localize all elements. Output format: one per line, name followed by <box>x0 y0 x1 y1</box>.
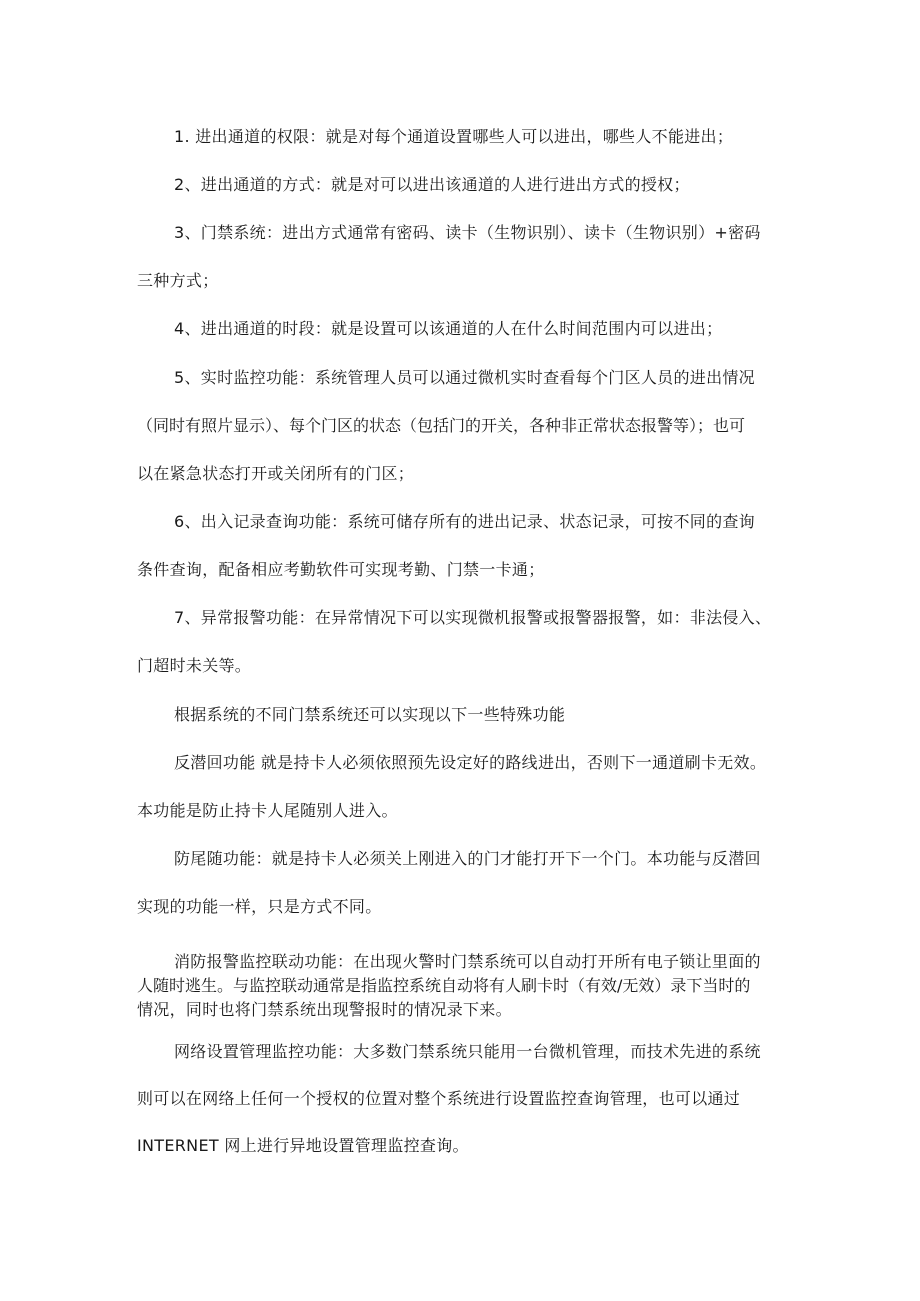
item-3-text: 3、门禁系统：进出方式通常有密码、读卡（生物识别）、读卡（生物识别）+密码 <box>174 223 761 242</box>
network-management-text-cont: 则可以在网络上任何一个授权的位置对整个系统进行设置监控查询管理，也可以通过 <box>137 1089 741 1108</box>
item-5-text-cont2: 以在紧急状态打开或关闭所有的门区； <box>137 464 415 483</box>
item-7-text: 7、异常报警功能：在异常情况下可以实现微机报警或报警器报警，如：非法侵入、 <box>174 608 772 627</box>
item-5-text: 5、实时监控功能：系统管理人员可以通过微机实时查看每个门区人员的进出情况 <box>174 368 755 387</box>
item-2-text: 2、进出通道的方式：就是对可以进出该通道的人进行进出方式的授权； <box>174 175 690 194</box>
fire-alarm-linkage-text-cont2: 情况，同时也将门禁系统出现警报时的情况录下来。 <box>137 1000 512 1019</box>
anti-passback-text-cont: 本功能是防止持卡人尾随别人进入。 <box>137 801 398 820</box>
anti-passback-text: 反潜回功能 就是持卡人必须依照预先设定好的路线进出，否则下一通道刷卡无效。 <box>174 753 767 772</box>
item-7-text-cont: 门超时未关等。 <box>137 656 252 675</box>
fire-alarm-linkage-text: 消防报警监控联动功能：在出现火警时门禁系统可以自动打开所有电子锁让里面的 <box>174 952 761 971</box>
anti-tailgate-text: 防尾随功能：就是持卡人必须关上刚进入的门才能打开下一个门。本功能与反潜回 <box>174 849 761 868</box>
item-4-text: 4、进出通道的时段：就是设置可以该通道的人在什么时间范围内可以进出； <box>174 319 723 338</box>
network-management-text: 网络设置管理监控功能：大多数门禁系统只能用一台微机管理，而技术先进的系统 <box>174 1042 761 1061</box>
item-1-text: 1. 进出通道的权限：就是对每个通道设置哪些人可以进出，哪些人不能进出； <box>174 127 734 146</box>
anti-tailgate-text-cont: 实现的功能一样，只是方式不同。 <box>137 897 382 916</box>
item-3-text-cont: 三种方式； <box>137 271 219 290</box>
item-5-text-cont: （同时有照片显示）、每个门区的状态（包括门的开关，各种非正常状态报警等）；也可 <box>137 416 746 435</box>
network-management-text-cont2: INTERNET 网上进行异地设置管理监控查询。 <box>137 1136 469 1155</box>
fire-alarm-linkage-text-cont: 人随时逃生。与监控联动通常是指监控系统自动将有人刷卡时（有效/无效）录下当时的 <box>137 976 751 995</box>
item-6-text-cont: 条件查询，配备相应考勤软件可实现考勤、门禁一卡通； <box>137 560 545 579</box>
item-6-text: 6、出入记录查询功能：系统可储存所有的进出记录、状态记录，可按不同的查询 <box>174 512 755 531</box>
special-functions-intro: 根据系统的不同门禁系统还可以实现以下一些特殊功能 <box>174 705 566 724</box>
